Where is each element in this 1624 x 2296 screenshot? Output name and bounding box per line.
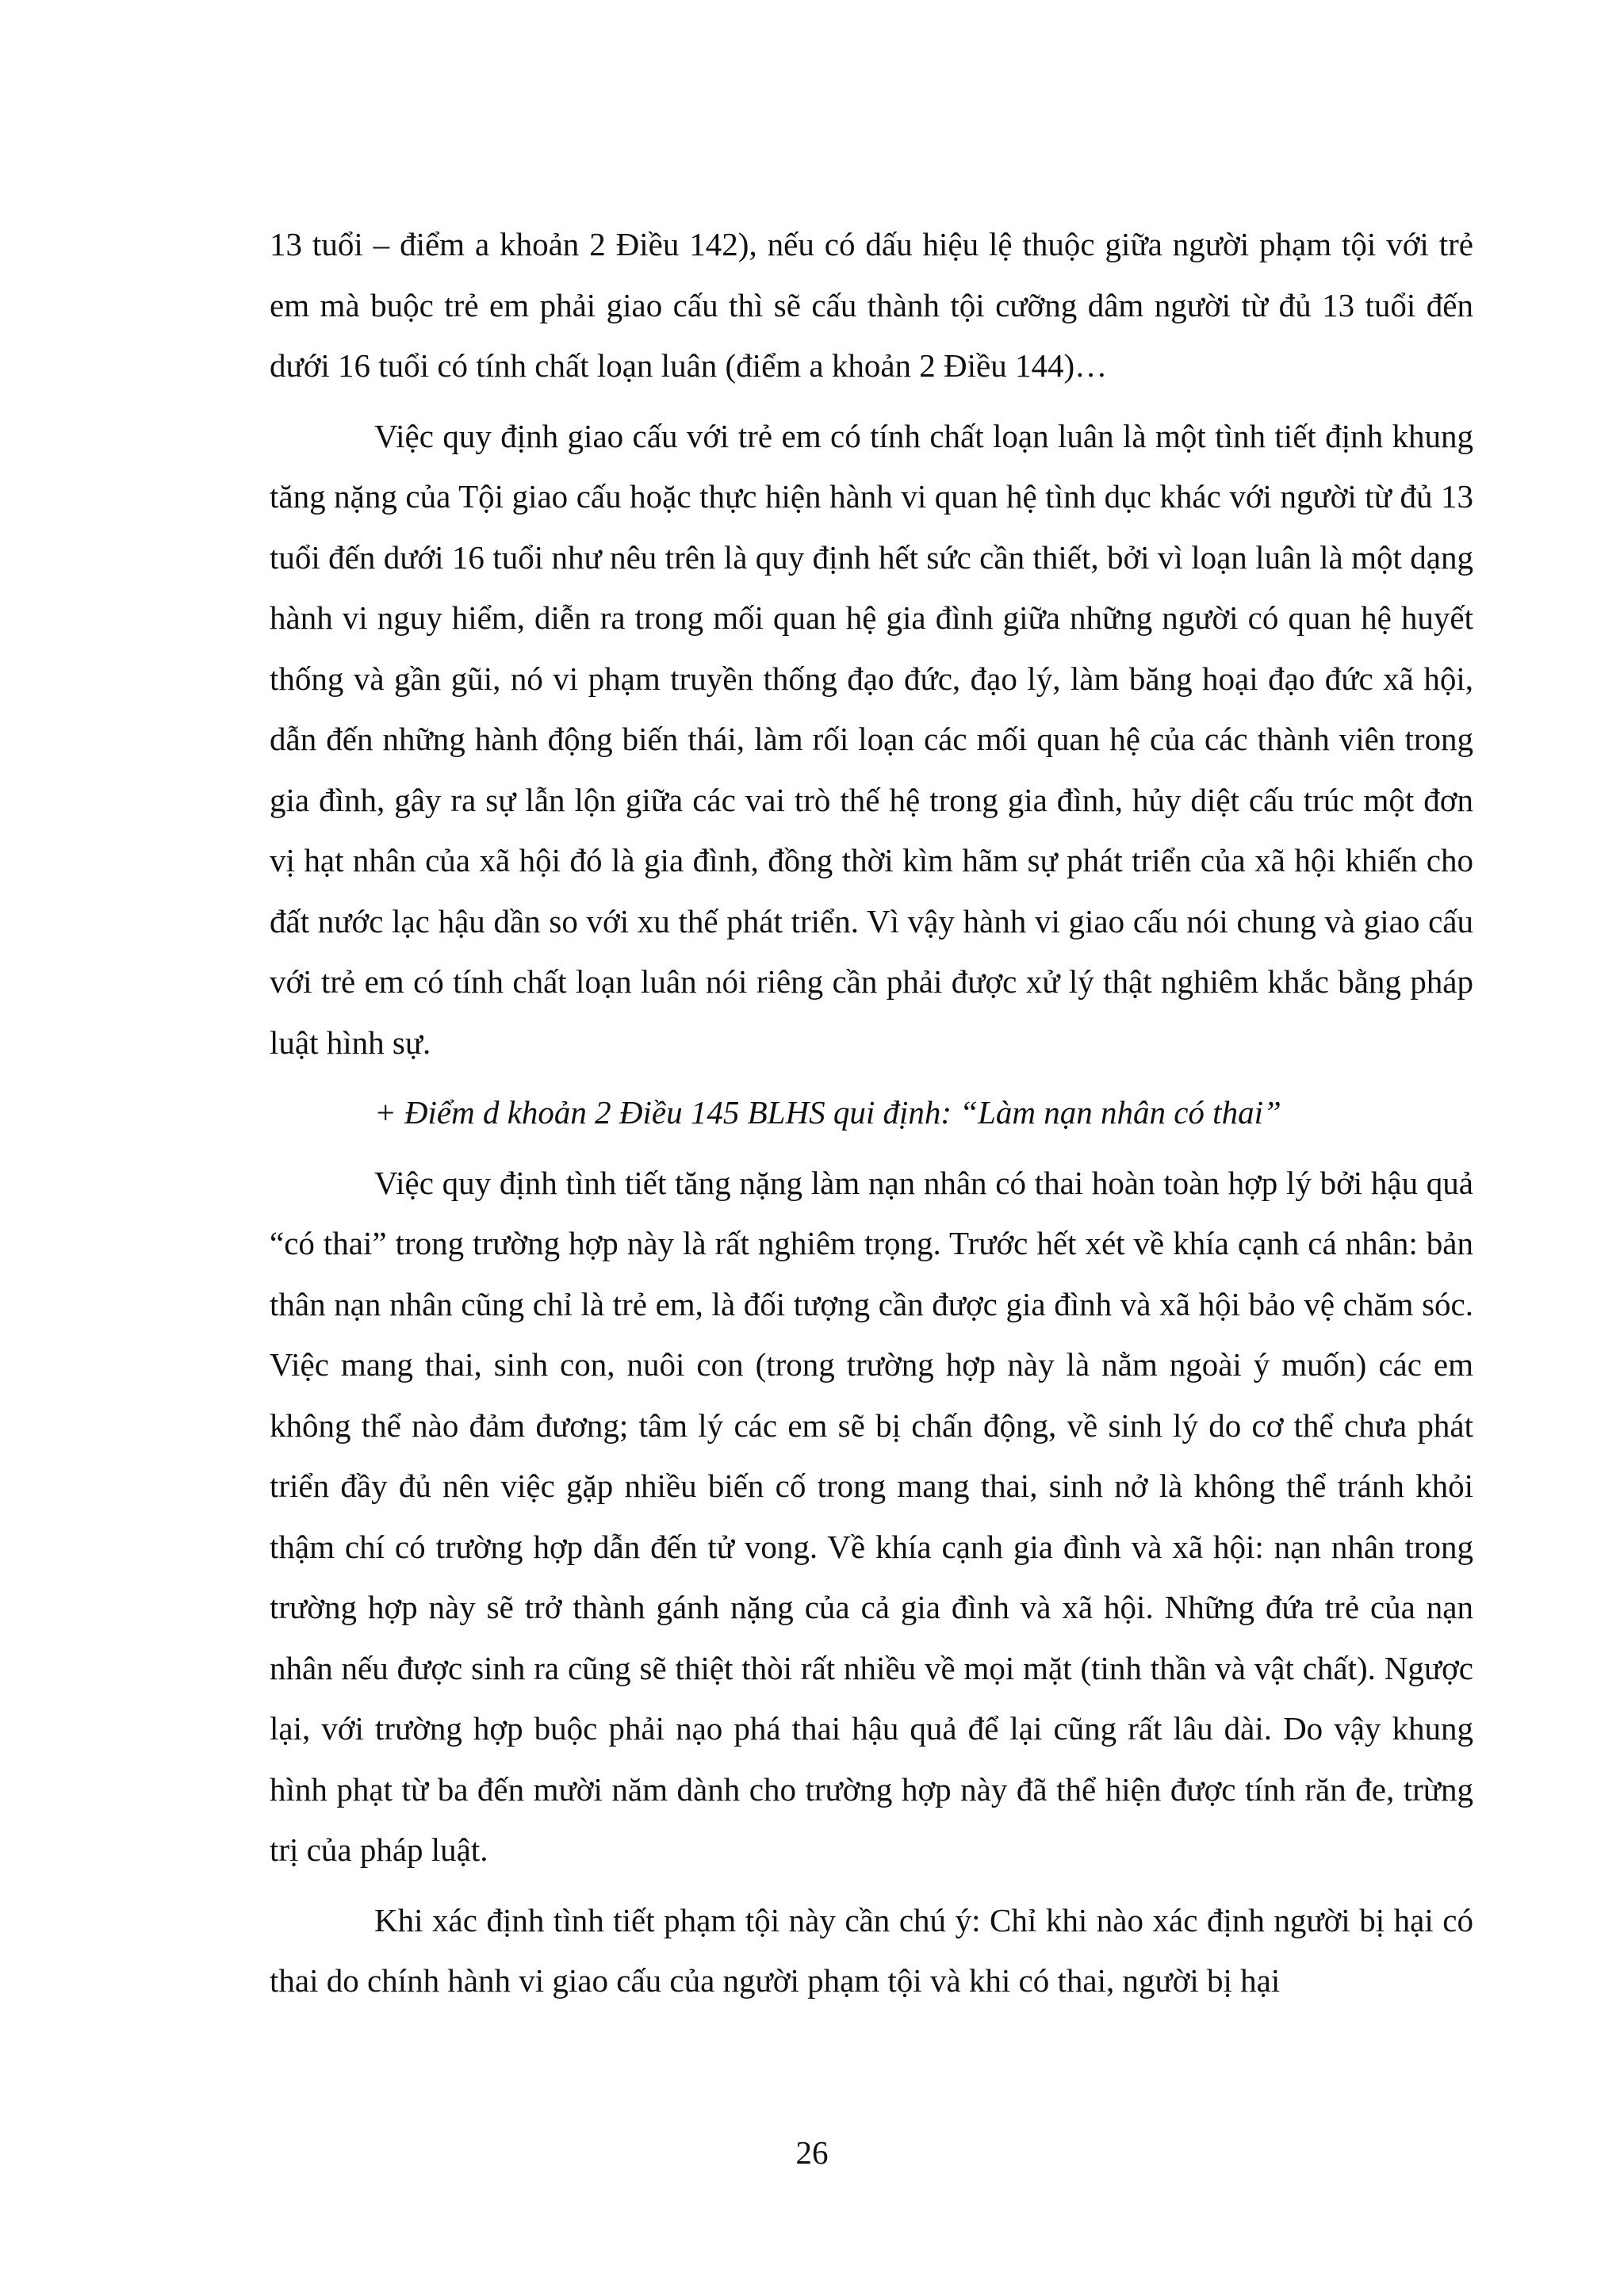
paragraph-pregnancy-aggravation: Việc quy định tình tiết tăng nặng làm nạn nhân có thai hoàn toàn hợp lý bởi hậu quả “có thai” trong trường hợp này là rất nghiêm trọng. Trước hết xét về khía cạnh cá nhân: bản thân nạn nhân cũng chỉ là trẻ em, là đối tượng cần được gia đình và xã hội bảo vệ chăm sóc. Việc mang thai, sinh con, nuôi con (trong trường hợp này là nằm ngoài ý muốn) các em không thể nào đảm đương; tâm lý các em sẽ bị chấn động, về sinh lý do cơ thể chưa phát triển đầy đủ nên việc gặp nhiều biến cố trong mang thai, sinh nở là không thể tránh khỏi thậm chí có trường hợp dẫn đến tử vong. Về khía cạnh gia đình và xã hội: nạn nhân trong trường hợp này sẽ trở thành gánh nặng của cả gia đình và xã hội. Những đứa trẻ của nạn nhân nếu được sinh ra cũng sẽ thiệt thòi rất nhiều về mọi mặt (tinh thần và vật chất). Ngược lại, với trường hợp buộc phải nạo phá thai hậu quả để lại cũng rất lâu dài. Do vậy khung hình phạt từ ba đến mười năm dành cho trường hợp này đã thể hiện được tính răn đe, trừng trị của pháp luật. [270,1164,1473,1868]
paragraph-determination-note: Khi xác định tình tiết phạm tội này cần chú ý: Chỉ khi nào xác định người bị hại có thai do chính hành vi giao cấu của người phạm tội và khi có thai, người bị hại [270,1901,1473,1999]
page-number: 26 [795,2134,829,2171]
italic-subheading-point-d: + Điểm d khoản 2 Điều 145 BLHS qui định: “Làm nạn nhân có thai” [374,1094,1281,1131]
paragraph-continuation: 13 tuổi – điểm a khoản 2 Điều 142), nếu có dấu hiệu lệ thuộc giữa người phạm tội với trẻ em mà buộc trẻ em phải giao cấu thì sẽ cấu thành tội cưỡng dâm người từ đủ 13 tuổi đến dưới 16 tuổi có tính chất loạn luân (điểm a khoản 2 Điều 144)… [270,226,1473,384]
document-page [270,214,1473,2021]
paragraph-incest-provision: Việc quy định giao cấu với trẻ em có tính chất loạn luân là một tình tiết định khung tăng nặng của Tội giao cấu hoặc thực hiện hành vi quan hệ tình dục khác với người từ đủ 13 tuổi đến dưới 16 tuổi như nêu trên là quy định hết sức cần thiết, bởi vì loạn luân là một dạng hành vi nguy hiểm, diễn ra trong mối quan hệ gia đình giữa những người có quan hệ huyết thống và gần gũi, nó vi phạm truyền thống đạo đức, đạo lý, làm băng hoại đạo đức xã hội, dẫn đến những hành động biến thái, làm rối loạn các mối quan hệ của các thành viên trong gia đình, gây ra sự lẫn lộn giữa các vai trò thế hệ trong gia đình, hủy diệt cấu trúc một đơn vị hạt nhân của xã hội đó là gia đình, đồng thời kìm hãm sự phát triển của xã hội khiến cho đất nước lạc hậu dần so với xu thế phát triển. Vì vậy hành vi giao cấu nói chung và giao cấu với trẻ em có tính chất loạn luân nói riêng cần phải được xử lý thật nghiêm khắc bằng pháp luật hình sự. [270,417,1473,1061]
